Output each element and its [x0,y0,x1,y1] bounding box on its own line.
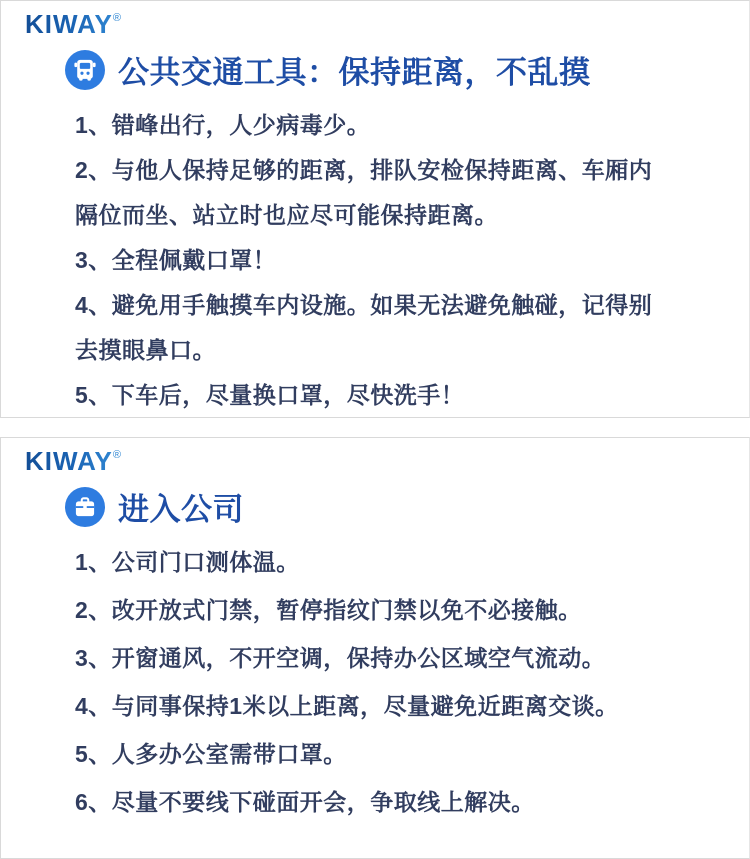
list-item: 5、下车后，尽量换口罩，尽快洗手！ [75,382,465,408]
list-item: 2、与他人保持足够的距离，排队安检保持距离、车厢内隔位而坐、站立时也应尽可能保持距离。 [75,157,653,228]
logo-text: KIWAY [25,446,113,476]
guideline-list [75,540,675,825]
list-item: 6、尽量不要线下碰面开会，争取线上解决。 [75,789,535,815]
briefcase-icon [65,487,105,527]
section-heading-row [65,47,719,92]
list-item: 2、改开放式门禁，暂停指纹门禁以免不必接触。 [75,597,582,623]
list-item: 3、开窗通风，不开空调，保持办公区域空气流动。 [75,645,606,671]
section-heading-row [65,484,719,529]
bus-icon [65,50,105,90]
list-item: 1、公司门口测体温。 [75,549,300,575]
card-public-transport [0,0,750,418]
logo-text: KIWAY [25,9,113,39]
list-item: 4、避免用手触摸车内设施。如果无法避免触碰，记得别去摸眼鼻口。 [75,292,653,363]
card-divider-gap [0,418,750,437]
kiway-logo [25,446,719,476]
registered-mark-icon: ® [112,449,121,461]
section-title: 进入公司 [118,492,244,527]
list-item: 1、错峰出行，人少病毒少。 [75,112,371,138]
list-item: 3、全程佩戴口罩！ [75,247,277,273]
registered-mark-icon: ® [112,12,121,24]
list-item: 4、与同事保持1米以上距离，尽量避免近距离交谈。 [75,693,619,719]
card-enter-company [0,437,750,859]
list-item: 5、人多办公室需带口罩。 [75,741,347,767]
guideline-list [75,103,675,418]
section-title: 公共交通工具：保持距离，不乱摸 [118,55,591,90]
kiway-logo [25,9,719,39]
